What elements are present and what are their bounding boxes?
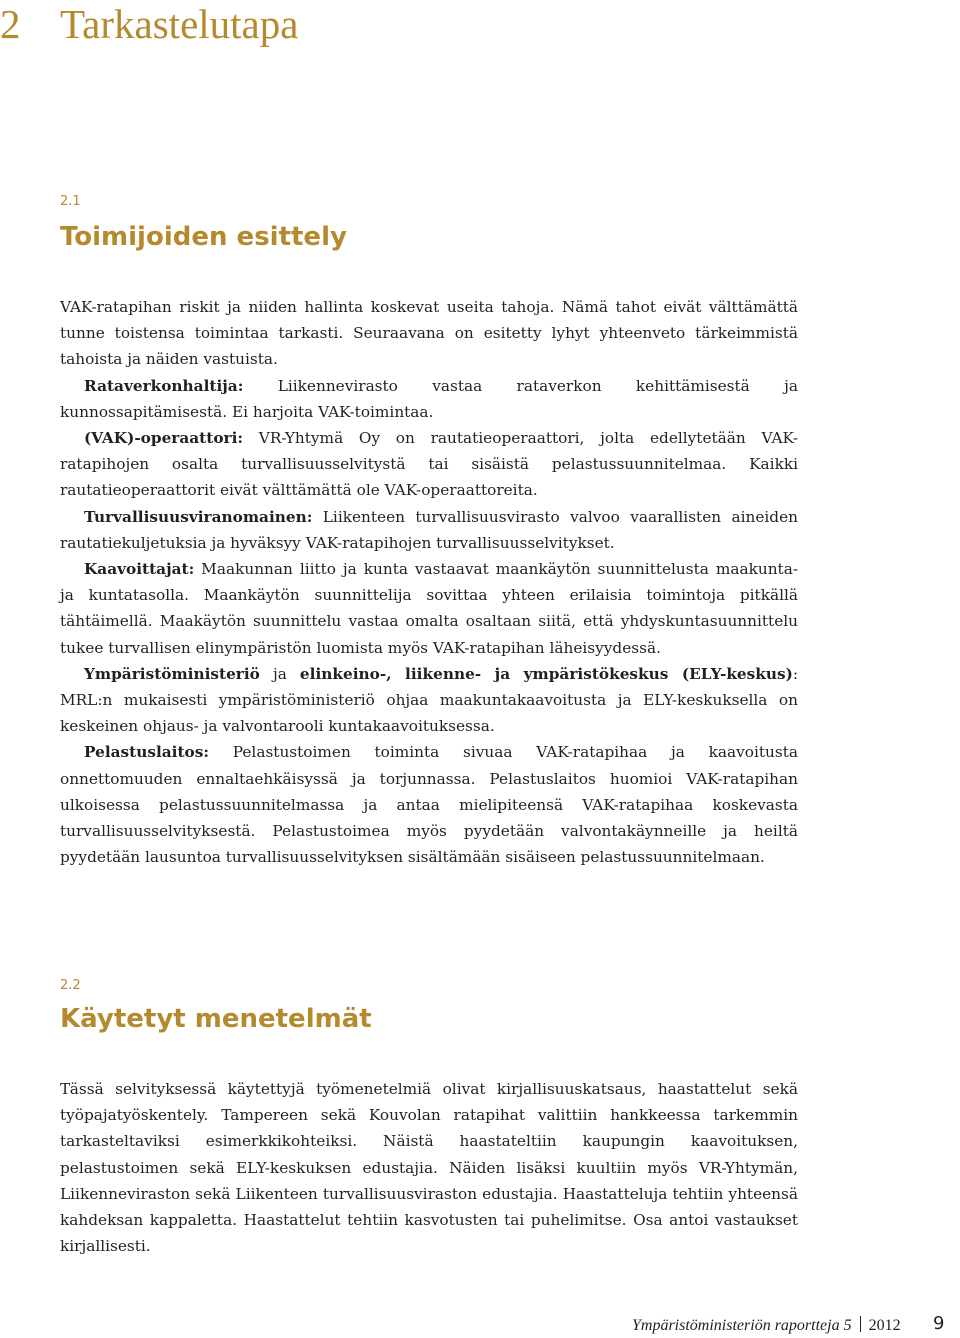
actor-text: VR-Yhtymä Oy on rautatieoperaattori, jolta edellytetään VAK-ratapihojen osalta turvallisuusselvitystä tai sisäistä pelastussuunnitelmaa. Kaikki rautatieoperaattorit eivät välttämättä ole VAK-operaattoreita. [60,429,798,500]
page-number: 9 [933,1313,945,1334]
footer-year: 2012 [868,1317,901,1334]
actor-paragraph [60,504,798,556]
actor-text: Liikennevirasto vastaa rataverkon kehittämisestä ja kunnossapitämisestä. Ei harjoita VAK-toimintaa. [60,376,798,421]
section-title: Käytetyt menetelmät [60,1004,372,1034]
section-number: 2.1 [60,194,81,209]
section-number: 2.2 [60,978,81,993]
actor-paragraph [60,739,798,870]
section-body [60,294,798,870]
actor-paragraph [60,425,798,504]
actor-term: elinkeino-, liikenne- ja ympäristökeskus (ELY-keskus) [299,664,793,683]
methods-paragraph: Tässä selvityksessä käytettyjä työmenetelmiä olivat kirjallisuuskatsaus, haastattelut sekä työpajatyöskentely. Tampereen sekä Kouvolan ratapihat valittiin hankkeessa tarkemmin tarkasteltaviksi esimerkkikohteiksi. Näistä haastateltiin kaupungin kaavoituksen, pelastustoimen sekä ELY-keskuksen edustajia. Näiden lisäksi kuultiin myös VR-Yhtymän, Liikenneviraston sekä Liikenteen turvallisuusviraston edustajia. Haastatteluja tehtiin yhteensä kahdeksan kappaletta. Haastattelut tehtiin kasvotusten tai puhelimitse. Osa antoi vastaukset kirjallisesti. [60,1080,798,1256]
actor-connector: ja [259,664,300,683]
section-title: Toimijoiden esittely [60,222,347,252]
actor-text: Liikenteen turvallisuusvirasto valvoo vaarallisten aineiden rautatiekuljetuksia ja hyväksyy VAK-ratapihojen turvallisuusselvitykset. [60,507,798,552]
actor-paragraph [60,373,798,425]
intro-paragraph: VAK-ratapihan riskit ja niiden hallinta koskevat useita tahoja. Nämä tahot eivät välttämättä tunne toistensa toimintaa tarkasti. Seuraavana on esitetty lyhyt yhteenveto tärkeimmistä tahoista ja näiden vastuista. [60,298,798,369]
chapter-number: 2 [0,1,21,47]
chapter-heading [0,2,298,46]
actor-text: Pelastustoimen toiminta sivuaa VAK-ratapihaa ja kaavoitusta onnettomuuden ennaltaehkäisyssä ja torjunnassa. Pelastuslaitos huomioi VAK-ratapihan ulkoisessa pelastussuunnitelmassa ja antaa mielipiteensä VAK-ratapihaa koskevasta turvallisuusselvityksestä. Pelastustoimea myös pyydetään valvontakäynneille ja heiltä pyydetään lausuntoa turvallisuusselvityksen sisältämään sisäiseen pelastussuunnitelmaan. [60,743,798,867]
footer [632,1315,901,1337]
actor-term: (VAK)-operaattori: [84,429,244,448]
footer-publication: Ympäristöministeriön raportteja 5 [632,1317,852,1334]
actor-text: : MRL:n mukaisesti ympäristöministeriö ohjaa maakuntakaavoitusta ja ELY-keskuksella on keskeinen ohjaus- ja valvontarooli kuntakaavoituksessa. [60,664,798,736]
chapter-title: Tarkastelutapa [60,1,299,47]
actor-term: Turvallisuusviranomainen: [84,507,313,526]
actor-text: Maakunnan liitto ja kunta vastaavat maankäytön suunnittelusta maakunta- ja kuntatasolla. Maankäytön suunnittelija sovittaa yhteen erilaisia toimintoja pitkällä tähtäimellä. Maakäytön suunnittelu vastaa omalta osaltaan siitä, että yhdyskuntasuunnittelu tukee turvallisen elinympäristön luomista myös VAK-ratapihan läheisyydessä. [60,560,798,657]
actor-term: Ympäristöministeriö [84,664,260,683]
section-body [60,1076,798,1259]
actor-term: Pelastuslaitos: [84,743,210,762]
footer-divider [860,1316,861,1332]
actor-paragraph [60,556,798,661]
actor-term: Kaavoittajat: [84,560,195,579]
actor-paragraph [60,661,798,740]
actor-term: Rataverkonhaltija: [84,376,244,395]
